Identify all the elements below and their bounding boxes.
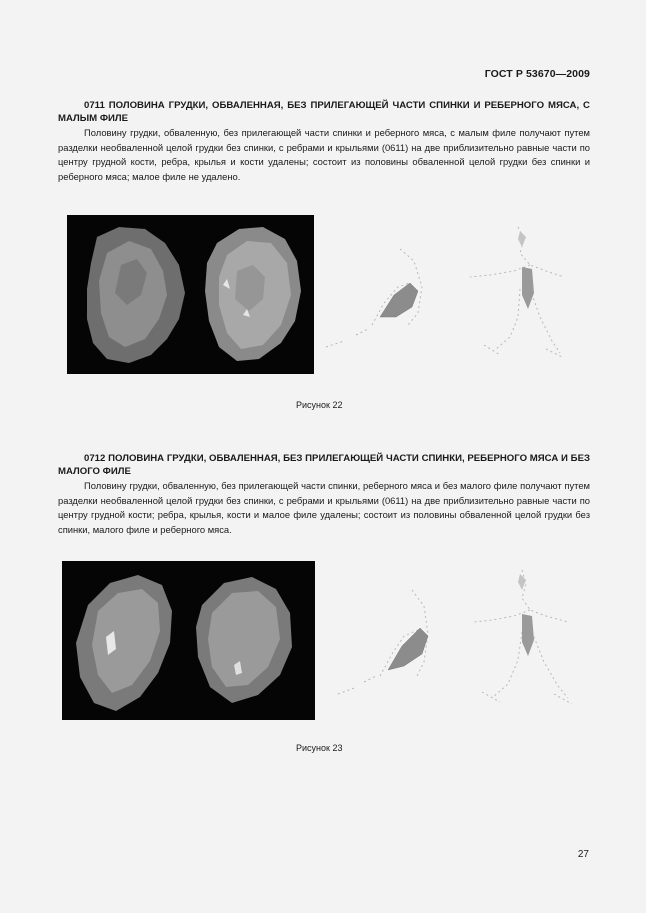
section-heading: 0711 ПОЛОВИНА ГРУДКИ, ОБВАЛЕННАЯ, БЕЗ ПРИЛЕГАЮЩЕЙ ЧАСТИ СПИНКИ И РЕБЕРНОГО МЯСА, С МАЛЫМ ФИЛЕ <box>58 100 590 124</box>
section-paragraph: Половину грудки, обваленную, без прилегающей части спинки, реберного мяса и без малого филе получают путем разделки необваленной целой грудки без спинки, с ребрами и крыльями (0611) на две приблизительно равные части по центру грудной кости; ребра, крылья, кости и малое филе удалены; состоит из половины обваленной целой грудки без спинки, малого филе и реберного мяса. <box>58 480 590 535</box>
section-heading: 0712 ПОЛОВИНА ГРУДКИ, ОБВАЛЕННАЯ, БЕЗ ПРИЛЕГАЮЩЕЙ ЧАСТИ СПИНКИ, РЕБЕРНОГО МЯСА И БЕЗ МАЛОГО ФИЛЕ <box>58 453 590 477</box>
section-0711 <box>58 99 590 184</box>
figure-caption: Рисунок 23 <box>296 743 343 753</box>
figure-22-cut-diagram <box>320 217 575 377</box>
figure-23-photo <box>62 561 315 720</box>
figure-caption: Рисунок 22 <box>296 400 343 410</box>
page-number: 27 <box>577 849 589 860</box>
section-paragraph: Половину грудки, обваленную, без прилегающей части спинки и реберного мяса, с малым филе получают путем разделки необваленной целой грудки без спинки, с ребрами и крыльями (0611) на две приблизительно равные части по центру грудной кости, ребра, крылья и кости удалены; состоит из половины обваленной целой грудки без спинки и реберного мяса; малое филе не удалено. <box>58 127 590 182</box>
figure-22-photo <box>67 215 314 374</box>
standard-designation: ГОСТ Р 53670—2009 <box>484 68 590 80</box>
figure-23-cut-diagram <box>332 566 582 721</box>
section-0712 <box>58 452 590 537</box>
